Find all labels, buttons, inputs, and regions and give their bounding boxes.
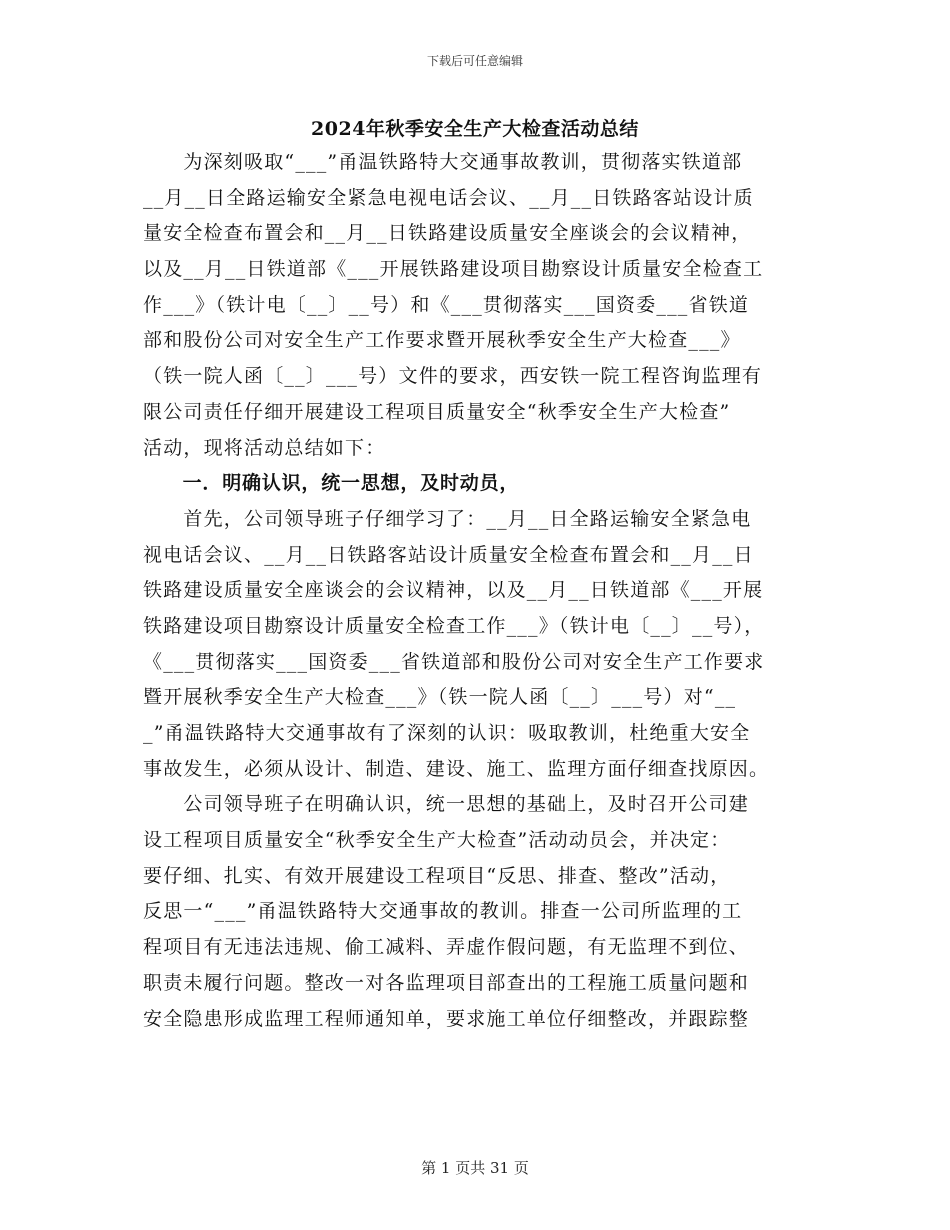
body-line: 铁路建设项目勘察设计质量安全检查工作___》（铁计电〔__〕__号）， xyxy=(143,614,765,637)
page-number-footer: 第 1 页共 31 页 xyxy=(421,1159,529,1177)
body-line: 部和股份公司对安全生产工作要求暨开展秋季安全生产大检查___》 xyxy=(143,329,741,352)
body-line: 首先，公司领导班子仔细学习了：__月__日全路运输安全紧急电 xyxy=(143,507,752,530)
document-title: 2024年秋季安全生产大检查活动总结 xyxy=(311,118,639,140)
body-line: 作___》（铁计电〔__〕__号）和《___贯彻落实___国资委___省铁道 xyxy=(143,293,750,316)
body-line: 职责未履行问题。整改一对各监理项目部查出的工程施工质量问题和 xyxy=(143,971,750,994)
body-line: 活动，现将活动总结如下： xyxy=(143,436,386,459)
body-line: 量安全检查布置会和__月__日铁路建设质量安全座谈会的会议精神， xyxy=(143,222,752,245)
body-line: 公司领导班子在明确认识，统一思想的基础上，及时召开公司建 xyxy=(143,793,750,816)
body-line: 反思一“___”甬温铁路特大交通事故的教训。排查一公司所监理的工 xyxy=(143,900,743,923)
body-line: 安全隐患形成监理工程师通知单，要求施工单位仔细整改，并跟踪整 xyxy=(143,1007,750,1030)
body-line: _”甬温铁路特大交通事故有了深刻的认识：吸取教训，杜绝重大安全 xyxy=(143,722,751,744)
body-line: 程项目有无违法违规、偷工减料、弄虚作假问题，有无监理不到位、 xyxy=(143,936,750,959)
body-line: 暨开展秋季安全生产大检查___》（铁一院人函〔__〕___号）对“__ xyxy=(143,686,737,709)
body-line: 限公司责任仔细开展建设工程项目质量安全“秋季安全生产大检查” xyxy=(143,400,731,423)
body-line: 要仔细、扎实、有效开展建设工程项目“反思、排查、整改”活动， xyxy=(143,864,731,887)
body-line: 以及__月__日铁道部《___开展铁路建设项目勘察设计质量安全检查工 xyxy=(143,258,764,281)
body-line: （铁一院人函〔__〕___号）文件的要求，西安铁一院工程咨询监理有 xyxy=(143,365,763,388)
section-heading: 一．明确认识，统一思想，及时动员， xyxy=(143,472,520,495)
body-line: 视电话会议、__月__日铁路客站设计质量安全检查布置会和__月__日 xyxy=(143,543,754,566)
body-line: 铁路建设质量安全座谈会的会议精神，以及__月__日铁道部《___开展 xyxy=(143,579,764,602)
document-body xyxy=(143,145,813,1037)
body-line: 《___贯彻落实___国资委___省铁道部和股份公司对安全生产工作要求 xyxy=(143,650,765,673)
body-line: __月__日全路运输安全紧急电视电话会议、__月__日铁路客站设计质 xyxy=(143,186,754,209)
body-line: 为深刻吸取“___”甬温铁路特大交通事故教训，贯彻落实铁道部 xyxy=(143,151,743,173)
body-line: 事故发生，必须从设计、制造、建设、施工、监理方面仔细查找原因。 xyxy=(143,757,770,780)
header-note: 下载后可任意编辑 xyxy=(426,54,523,68)
body-line: 设工程项目质量安全“秋季安全生产大检查”活动动员会，并决定： xyxy=(143,829,731,852)
